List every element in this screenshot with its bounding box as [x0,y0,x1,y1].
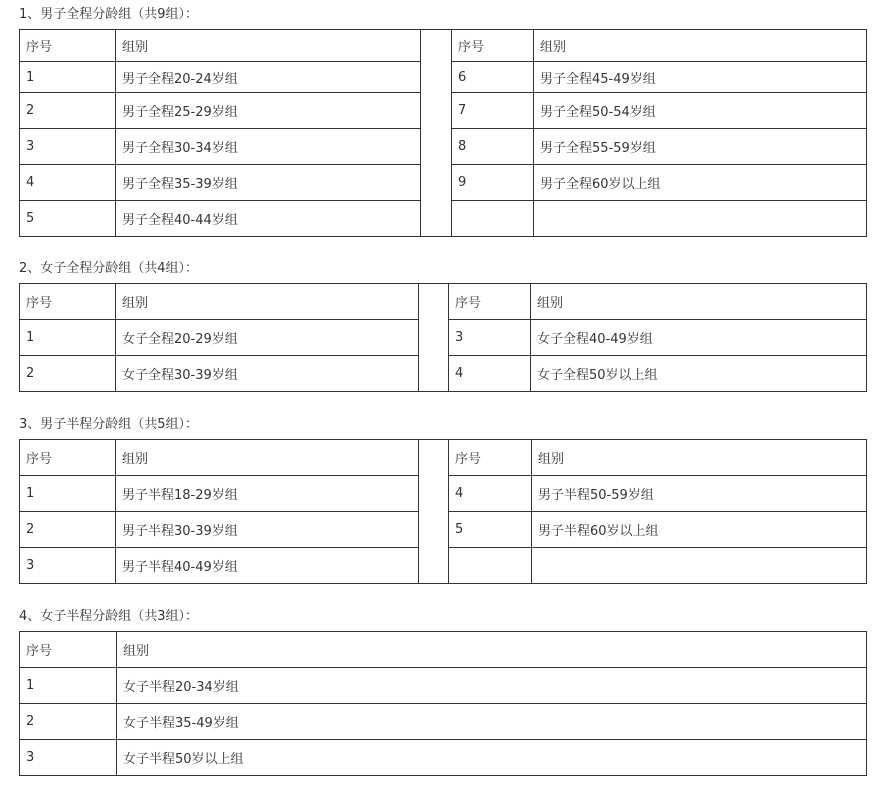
header-group: 组别 [117,632,867,668]
row-no: 4 [449,476,532,512]
row-group: 男子全程60岁以上组 [534,165,867,201]
row-no: 2 [20,512,116,548]
empty-cell [534,201,867,237]
row-no: 5 [20,201,116,237]
row-group: 男子半程30-39岁组 [116,512,419,548]
row-no: 4 [20,165,116,201]
age-group-table-women-full [19,283,867,392]
section-1-title: 1、男子全程分龄组（共9组）： [19,7,199,22]
row-no: 1 [20,62,116,93]
row-group: 男子全程35-39岁组 [116,165,421,201]
age-group-table-men-half [19,439,867,584]
section-4-title: 4、女子半程分龄组（共3组）： [19,609,199,624]
header-group: 组别 [532,440,867,476]
age-group-table-women-half [19,631,867,776]
row-group: 女子全程50岁以上组 [531,356,867,392]
row-no: 1 [20,320,116,356]
row-no: 3 [20,129,116,165]
header-no: 序号 [20,284,116,320]
header-no: 序号 [20,632,117,668]
table-row [20,740,867,776]
row-no: 2 [20,93,116,129]
row-group: 女子半程20-34岁组 [117,668,867,704]
table-header-row [20,632,867,668]
row-group: 男子全程55-59岁组 [534,129,867,165]
header-group: 组别 [116,440,419,476]
row-group: 女子半程35-49岁组 [117,704,867,740]
header-no: 序号 [452,30,534,62]
row-no: 8 [452,129,534,165]
row-no: 3 [449,320,531,356]
row-group: 男子全程45-49岁组 [534,62,867,93]
header-no: 序号 [449,440,532,476]
header-group: 组别 [116,30,421,62]
empty-cell [532,548,867,584]
column-gap [421,30,452,237]
row-no: 6 [452,62,534,93]
row-group: 女子全程40-49岁组 [531,320,867,356]
header-no: 序号 [20,30,116,62]
header-no: 序号 [449,284,531,320]
header-group: 组别 [531,284,867,320]
empty-cell [452,201,534,237]
header-no: 序号 [20,440,116,476]
row-no: 9 [452,165,534,201]
row-group: 男子全程40-44岁组 [116,201,421,237]
age-group-table-men-full [19,29,867,237]
row-group: 男子全程50-54岁组 [534,93,867,129]
row-group: 男子全程20-24岁组 [116,62,421,93]
row-group: 男子半程18-29岁组 [116,476,419,512]
empty-cell [449,548,532,584]
row-no: 1 [20,476,116,512]
row-no: 7 [452,93,534,129]
row-no: 3 [20,740,117,776]
table-row [20,704,867,740]
row-group: 女子全程30-39岁组 [116,356,419,392]
table-header-row [20,30,867,62]
column-gap [419,440,449,584]
row-group: 女子全程20-29岁组 [116,320,419,356]
row-no: 5 [449,512,532,548]
header-group: 组别 [534,30,867,62]
table-header-row [20,284,867,320]
table-row [20,668,867,704]
row-no: 4 [449,356,531,392]
row-no: 2 [20,704,117,740]
section-2-title: 2、女子全程分龄组（共4组）： [19,261,199,276]
table-header-row [20,440,867,476]
row-group: 男子全程30-34岁组 [116,129,421,165]
row-no: 1 [20,668,117,704]
row-group: 女子半程50岁以上组 [117,740,867,776]
row-no: 3 [20,548,116,584]
row-no: 2 [20,356,116,392]
header-group: 组别 [116,284,419,320]
row-group: 男子半程60岁以上组 [532,512,867,548]
row-group: 男子半程40-49岁组 [116,548,419,584]
section-3-title: 3、男子半程分龄组（共5组）： [19,417,199,432]
column-gap [419,284,449,392]
row-group: 男子半程50-59岁组 [532,476,867,512]
row-group: 男子全程25-29岁组 [116,93,421,129]
